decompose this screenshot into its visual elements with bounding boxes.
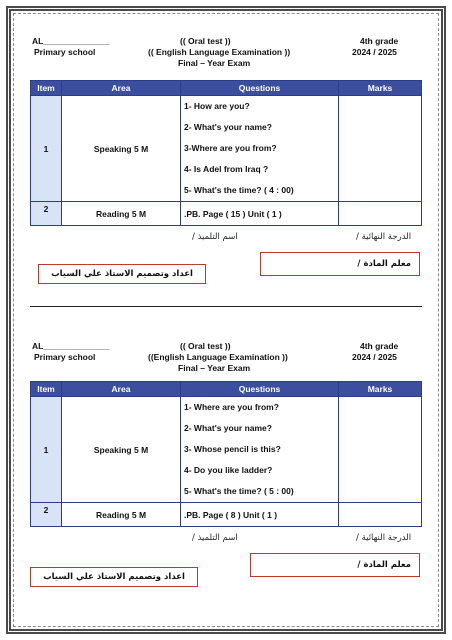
item-number: 1 — [31, 397, 62, 503]
teacher-label: معلم المادة / — [357, 560, 411, 570]
school-line: AL______________ — [32, 341, 110, 351]
col-header-questions: Questions — [181, 382, 339, 397]
col-header-area: Area — [62, 81, 181, 96]
question-item: 3-Where are you from? — [184, 143, 277, 153]
table-row — [31, 96, 422, 202]
final-grade-label: الدرجة النهائية / — [356, 232, 412, 242]
question-item: 4- Do you like ladder? — [184, 465, 273, 475]
school-year: 2024 / 2025 — [352, 352, 397, 362]
school-line: AL______________ — [32, 36, 110, 46]
table-header-row — [31, 382, 422, 397]
teacher-box — [260, 252, 420, 276]
marks-cell — [339, 503, 422, 527]
area-cell: Speaking 5 M — [62, 397, 181, 503]
student-name-label: اسم التلميذ / — [192, 533, 238, 543]
grade: 4th grade — [360, 36, 399, 46]
marks-cell — [339, 96, 422, 202]
col-header-item: Item — [31, 81, 62, 96]
credit-label: اعداد وتصميم الاستاذ علي السياب — [51, 269, 193, 279]
question-item: 1- How are you? — [184, 101, 250, 111]
exam-table — [30, 381, 422, 527]
questions-cell — [181, 397, 339, 503]
question-item: 5- What's the time? ( 5 : 00) — [184, 486, 294, 496]
exam-table — [30, 80, 422, 226]
question-item: 2- What's your name? — [184, 122, 272, 132]
test-title: (( Oral test )) — [180, 36, 231, 46]
student-name-label: اسم التلميذ / — [192, 232, 238, 242]
final-grade-label: الدرجة النهائية / — [356, 533, 412, 543]
table-header-row — [31, 81, 422, 96]
exam-type: Final – Year Exam — [178, 58, 251, 68]
question-item: 1- Where are you from? — [184, 402, 279, 412]
table-row — [31, 202, 422, 226]
teacher-box — [250, 553, 420, 577]
reading-question: .PB. Page ( 8 ) Unit ( 1 ) — [181, 503, 339, 527]
question-item: 5- What's the time? ( 4 : 00) — [184, 185, 294, 195]
table-row — [31, 397, 422, 503]
school-type: Primary school — [34, 352, 96, 362]
question-item: 4- Is Adel from Iraq ? — [184, 164, 269, 174]
marks-cell — [339, 397, 422, 503]
area-cell: Reading 5 M — [62, 202, 181, 226]
exam-title: (( English Language Examination )) — [148, 47, 291, 57]
item-number: 1 — [31, 96, 62, 202]
question-item: 2- What's your name? — [184, 423, 272, 433]
credit-box — [38, 264, 206, 284]
section-divider — [30, 306, 422, 307]
area-cell: Reading 5 M — [62, 503, 181, 527]
marks-cell — [339, 202, 422, 226]
teacher-label: معلم المادة / — [357, 259, 411, 269]
reading-question: .PB. Page ( 15 ) Unit ( 1 ) — [181, 202, 339, 226]
credit-box — [30, 567, 198, 587]
school-year: 2024 / 2025 — [352, 47, 397, 57]
school-type: Primary school — [34, 47, 96, 57]
col-header-marks: Marks — [339, 382, 422, 397]
item-number: 2 — [31, 202, 62, 226]
question-item: 3- Whose pencil is this? — [184, 444, 281, 454]
col-header-questions: Questions — [181, 81, 339, 96]
exam-title: ((English Language Examination )) — [148, 352, 288, 362]
exam-type: Final – Year Exam — [178, 363, 251, 373]
test-title: (( Oral test )) — [180, 341, 231, 351]
grade: 4th grade — [360, 341, 399, 351]
item-number: 2 — [31, 503, 62, 527]
area-cell: Speaking 5 M — [62, 96, 181, 202]
col-header-marks: Marks — [339, 81, 422, 96]
col-header-area: Area — [62, 382, 181, 397]
col-header-item: Item — [31, 382, 62, 397]
credit-label: اعداد وتصميم الاستاذ علي السياب — [43, 572, 185, 582]
table-row — [31, 503, 422, 527]
questions-cell — [181, 96, 339, 202]
